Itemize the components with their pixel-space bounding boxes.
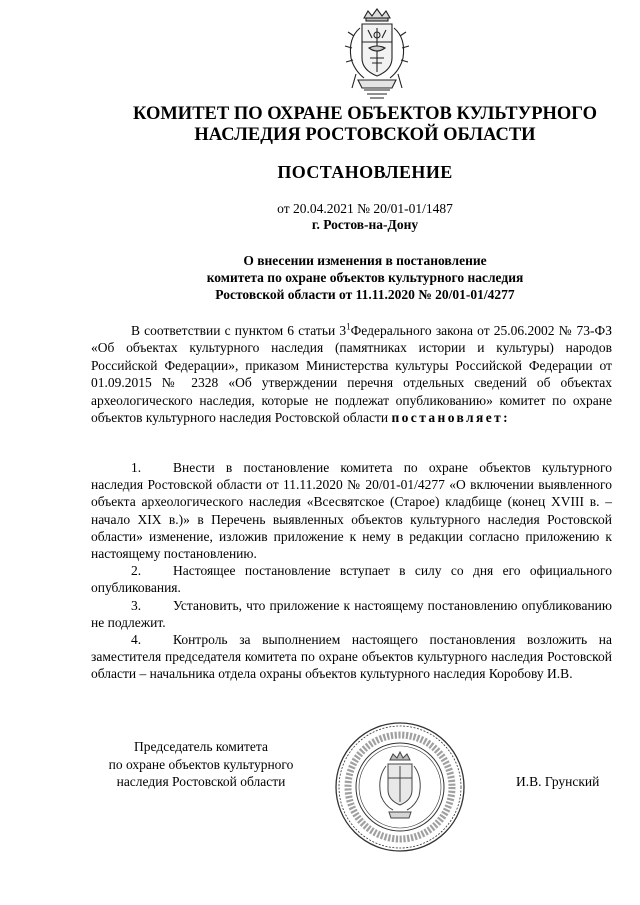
- preamble-superscript: 1: [346, 321, 351, 332]
- item-number: 3.: [131, 597, 142, 613]
- signatory-position-line3: наследия Ростовской области: [116, 774, 286, 789]
- official-seal-stamp: [333, 720, 467, 854]
- resolution-items: [91, 459, 612, 683]
- signatory-position-line2: по охране объектов культурного: [108, 756, 294, 772]
- document-type-heading: ПОСТАНОВЛЕНИЕ: [277, 162, 453, 182]
- item-text: Установить, что приложение к настоящему постановлению опубликованию не подлежит.: [91, 597, 612, 630]
- signatory-position-line1: Председатель комитета: [134, 739, 268, 754]
- item-number: 4.: [131, 632, 142, 648]
- document-date-number: от 20.04.2021 № 20/01-01/1487: [277, 201, 453, 216]
- subject-line3: Ростовской области от 11.11.2020 № 20/01-01/4277: [215, 287, 515, 302]
- item-text: Настоящее постановление вступает в силу со дня его официального опубликования.: [91, 563, 612, 596]
- item-number: 1.: [131, 460, 142, 475]
- signatory-position: [91, 738, 311, 791]
- preamble-text-start: В соответствии с пунктом 6 статьи 3: [131, 323, 347, 338]
- organization-title-line2: НАСЛЕДИЯ РОСТОВСКОЙ ОБЛАСТИ: [194, 125, 536, 145]
- preamble-text-rest: Федерального закона от 25.06.2002 № 73-ФЗ «Об объектах культурного наследия (памятниках истории и культуры) народов Российской Федерации», приказом Министерства культуры Российской Федерации от 01.09.2015 № 2328 «Об утверждении перечня отдельных сведений об объектах археологического наследия, которые не подлежат опубликованию» комитет по охране объектов культурного наследия Ростовской области: [91, 323, 612, 426]
- resolution-item: [91, 459, 612, 562]
- item-text: Контроль за выполнением настоящего постановления возложить на заместителя председателя комитета по охране объектов культурного наследия Ростовской области – начальника отдела охраны объектов культурного наследия Коробову И.В.: [91, 632, 612, 682]
- resolution-item: [91, 597, 612, 631]
- item-number: 2.: [131, 563, 142, 579]
- document-city: г. Ростов-на-Дону: [311, 217, 419, 232]
- resolution-item: [91, 631, 612, 683]
- organization-title: [0, 104, 640, 146]
- subject-line2: комитета по охране объектов культурного наследия: [206, 270, 524, 285]
- item-text: Внести в постановление комитета по охране объектов культурного наследия Ростовской области от 11.11.2020 № 20/01-01/4277 «О включении выявленного объекта археологического наследия «Всесвятское (Старое) кладбище (конец XVIII в. – начало XIX в.)» в Перечень выявленных объектов культурного наследия Ростовской области» изменение, изложив приложение к нему в редакции согласно приложению к настоящему постановлению.: [91, 460, 612, 562]
- subject-line1: О внесении изменения в постановление: [243, 253, 487, 268]
- preamble-paragraph: [91, 322, 612, 426]
- document-subject: [90, 252, 640, 303]
- resolution-item: [91, 562, 612, 596]
- coat-of-arms-emblem: [342, 8, 412, 102]
- organization-title-line1: КОМИТЕТ ПО ОХРАНЕ ОБЪЕКТОВ КУЛЬТУРНОГО: [133, 104, 597, 124]
- resolves-word: постановляет:: [391, 410, 511, 426]
- signatory-name: И.В. Грунский: [516, 774, 600, 789]
